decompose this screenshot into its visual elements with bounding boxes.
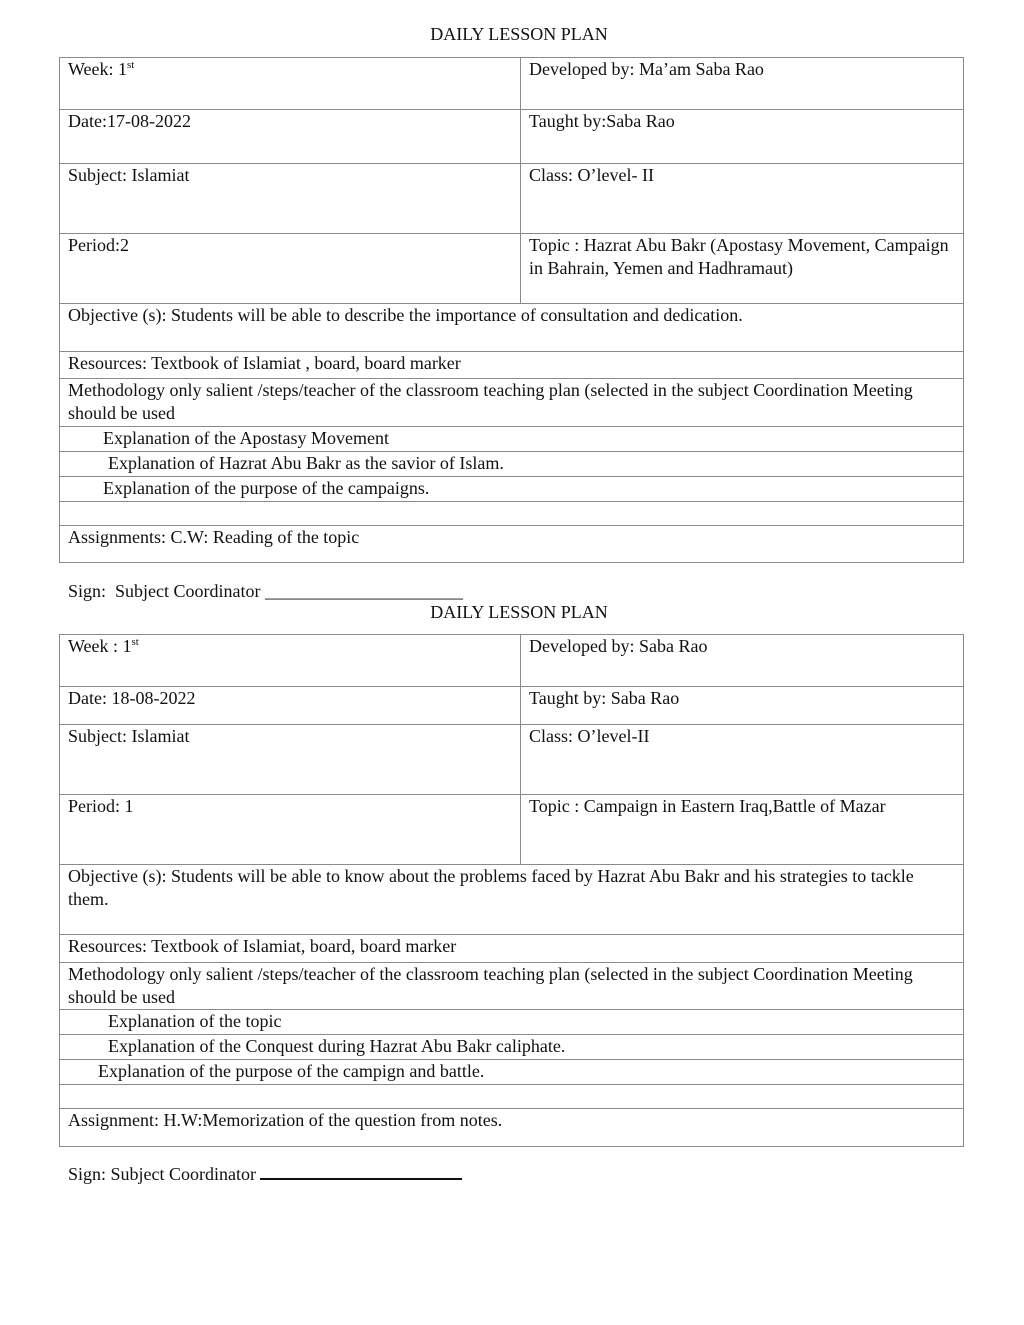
plan1-sign: Sign: Subject Coordinator ______________________ <box>68 581 463 601</box>
plan2-week: Week : 1st <box>60 635 521 687</box>
plan1-developed-by: Developed by: Ma’am Saba Rao <box>521 58 964 110</box>
plan1-objective: Objective (s): Students will be able to describe the importance of consultation and dedication. <box>60 304 964 352</box>
plan2-taught-by: Taught by: Saba Rao <box>521 687 964 725</box>
plan2-period: Period: 1 <box>60 795 521 865</box>
plan1-topic: Topic : Hazrat Abu Bakr (Apostasy Movement, Campaign in Bahrain, Yemen and Hadhramaut) <box>521 234 964 304</box>
plan2-objective: Objective (s): Students will be able to know about the problems faced by Hazrat Abu Bakr and his strategies to tackle them. <box>60 865 964 935</box>
plan2-date: Date: 18-08-2022 <box>60 687 521 725</box>
plan1-step-1: Explanation of the Apostasy Movement <box>60 427 964 452</box>
plan1-subject: Subject: Islamiat <box>60 164 521 234</box>
plan1-period: Period:2 <box>60 234 521 304</box>
signature-line <box>260 1164 462 1180</box>
plan1-resources: Resources: Textbook of Islamiat , board, board marker <box>60 352 964 379</box>
plan2-assignment: Assignment: H.W:Memorization of the question from notes. <box>60 1109 964 1147</box>
plan1-taught-by: Taught by:Saba Rao <box>521 110 964 164</box>
plan1-methodology: Methodology only salient /steps/teacher of the classroom teaching plan (selected in the subject Coordination Meeting should be used <box>60 379 964 427</box>
plan1-step-3: Explanation of the purpose of the campaigns. <box>60 477 964 502</box>
plan1-blank-row <box>60 502 964 526</box>
plan1-assignment: Assignments: C.W: Reading of the topic <box>60 526 964 563</box>
plan1-class: Class: O’level- II <box>521 164 964 234</box>
plan2-step-2: Explanation of the Conquest during Hazrat Abu Bakr caliphate. <box>60 1035 964 1060</box>
plan2-step-3: Explanation of the purpose of the campign and battle. <box>60 1060 964 1085</box>
plan1-step-2: Explanation of Hazrat Abu Bakr as the savior of Islam. <box>60 452 964 477</box>
plan1-week: Week: 1st <box>60 58 521 110</box>
plan2-table <box>59 634 964 1147</box>
plan2-methodology: Methodology only salient /steps/teacher of the classroom teaching plan (selected in the subject Coordination Meeting should be used <box>60 963 964 1010</box>
plan1-table <box>59 57 964 563</box>
plan2-topic: Topic : Campaign in Eastern Iraq,Battle of Mazar <box>521 795 964 865</box>
plan2-sign-label: Sign: Subject Coordinator <box>68 1164 256 1184</box>
plan1-title: DAILY LESSON PLAN <box>430 24 608 44</box>
plan2-step-1: Explanation of the topic <box>60 1010 964 1035</box>
plan2-developed-by: Developed by: Saba Rao <box>521 635 964 687</box>
plan2-title: DAILY LESSON PLAN <box>430 602 608 622</box>
plan2-sign <box>68 1163 462 1186</box>
plan1-date: Date:17-08-2022 <box>60 110 521 164</box>
plan2-class: Class: O’level-II <box>521 725 964 795</box>
plan2-blank-row <box>60 1085 964 1109</box>
plan2-subject: Subject: Islamiat <box>60 725 521 795</box>
plan2-resources: Resources: Textbook of Islamiat, board, board marker <box>60 935 964 963</box>
